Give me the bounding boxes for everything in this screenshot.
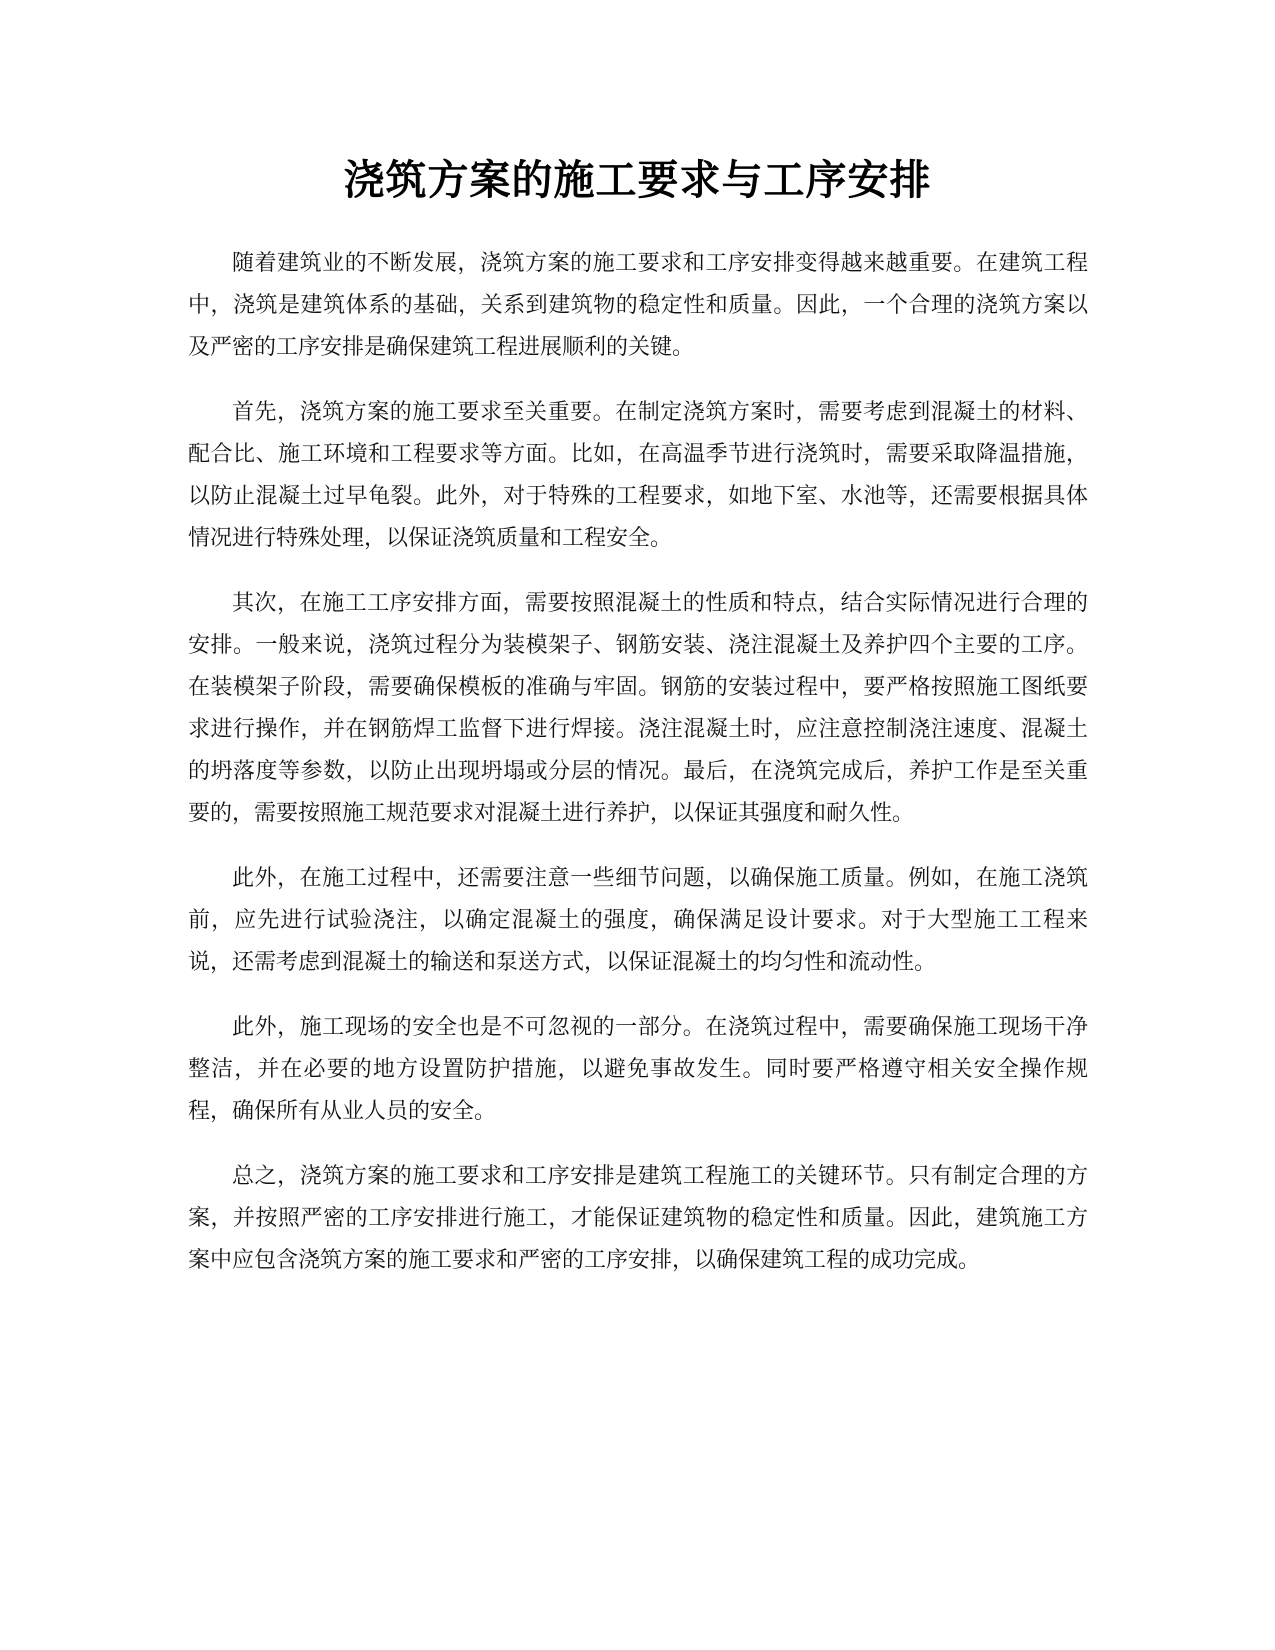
document-title: 浇筑方案的施工要求与工序安排 [343, 156, 932, 204]
paragraph-process-arrangement: 其次，在施工工序安排方面，需要按照混凝土的性质和特点，结合实际情况进行合理的安排。一般来说，浇筑过程分为装模架子、钢筋安装、浇注混凝土及养护四个主要的工序。在装模架子阶段，需要确保模板的准确与牢固。钢筋的安装过程中，要严格按照施工图纸要求进行操作，并在钢筋焊工监督下进行焊接。浇注混凝土时，应注意控制浇注速度、混凝土的坍落度等参数，以防止出现坍塌或分层的情况。最后，在浇筑完成后，养护工作是至关重要的，需要按照施工规范要求对混凝土进行养护，以保证其强度和耐久性。 [188, 591, 1088, 826]
document-body [188, 243, 1088, 1305]
paragraph-conclusion: 总之，浇筑方案的施工要求和工序安排是建筑工程施工的关键环节。只有制定合理的方案，并按照严密的工序安排进行施工，才能保证建筑物的稳定性和质量。因此，建筑施工方案中应包含浇筑方案的施工要求和严密的工序安排，以确保建筑工程的成功完成。 [188, 1164, 1088, 1273]
paragraph-safety: 此外，施工现场的安全也是不可忽视的一部分。在浇筑过程中，需要确保施工现场干净整洁，并在必要的地方设置防护措施，以避免事故发生。同时要严格遵守相关安全操作规程，确保所有从业人员的安全。 [188, 1015, 1088, 1124]
paragraph-details: 此外，在施工过程中，还需要注意一些细节问题，以确保施工质量。例如，在施工浇筑前，应先进行试验浇注，以确定混凝土的强度，确保满足设计要求。对于大型施工工程来说，还需考虑到混凝土的输送和泵送方式，以保证混凝土的均匀性和流动性。 [188, 866, 1088, 975]
paragraph-intro: 随着建筑业的不断发展，浇筑方案的施工要求和工序安排变得越来越重要。在建筑工程中，浇筑是建筑体系的基础，关系到建筑物的稳定性和质量。因此，一个合理的浇筑方案以及严密的工序安排是确保建筑工程进展顺利的关键。 [188, 251, 1088, 360]
paragraph-construction-requirements: 首先，浇筑方案的施工要求至关重要。在制定浇筑方案时，需要考虑到混凝土的材料、配合比、施工环境和工程要求等方面。比如，在高温季节进行浇筑时，需要采取降温措施，以防止混凝土过早龟裂。此外，对于特殊的工程要求，如地下室、水池等，还需要根据具体情况进行特殊处理，以保证浇筑质量和工程安全。 [188, 400, 1088, 551]
